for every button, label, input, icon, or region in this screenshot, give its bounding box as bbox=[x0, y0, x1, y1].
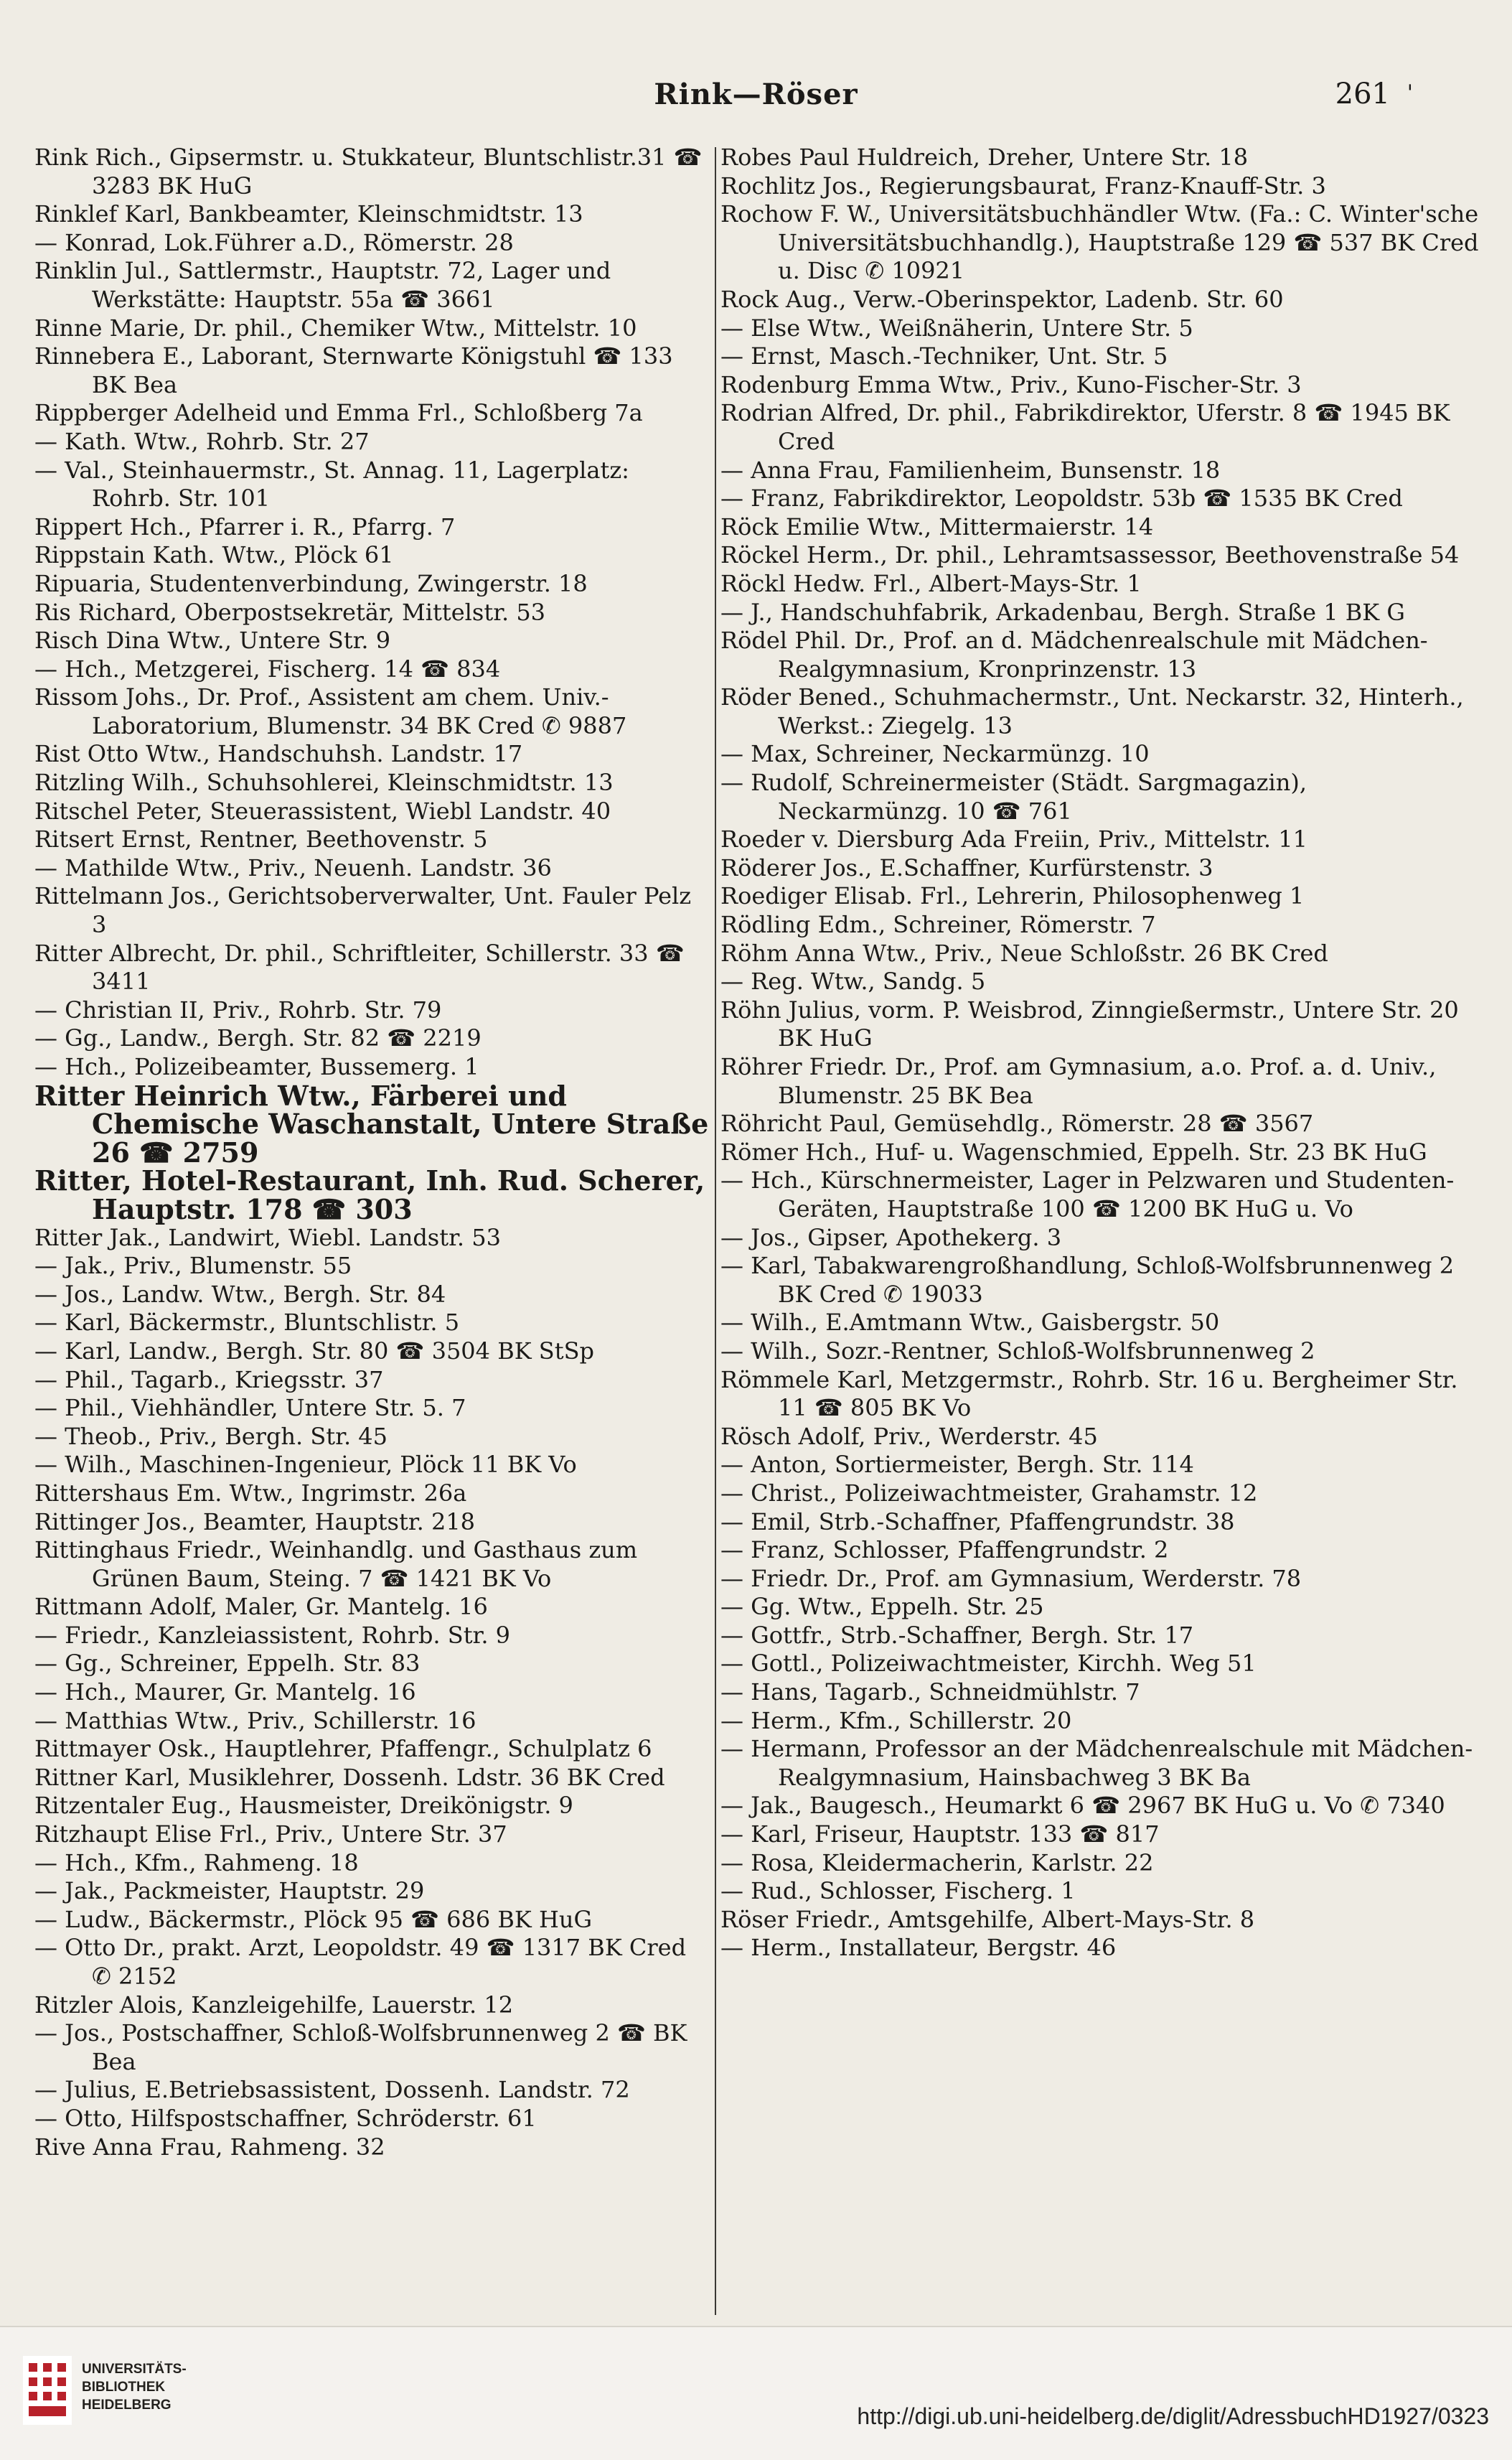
library-logo-icon bbox=[23, 2356, 72, 2425]
directory-entry: — Gg., Schreiner, Eppelh. Str. 83 bbox=[34, 1650, 421, 1678]
logo-line: BIBLIOTHEK bbox=[82, 2380, 166, 2395]
directory-entry: — Kath. Wtw., Rohrb. Str. 27 bbox=[34, 427, 370, 455]
directory-entry: Rippstain Kath. Wtw., Plöck 61 bbox=[34, 541, 394, 569]
directory-entry: — Jak., Priv., Blumenstr. 55 bbox=[34, 1252, 352, 1280]
directory-entry: — Hans, Tagarb., Schneidmühlstr. 7 bbox=[720, 1678, 1140, 1706]
directory-entry: — Hermann, Professor an der Mädchenrealschule mit Mädchen-Realgymnasium, Hainsbachweg 3 BK Ba bbox=[720, 1735, 1473, 1791]
library-logo-text bbox=[82, 2360, 187, 2414]
directory-entry: Ritzhaupt Elise Frl., Priv., Untere Str. 37 bbox=[34, 1820, 507, 1848]
directory-entry: — Reg. Wtw., Sandg. 5 bbox=[720, 968, 986, 996]
directory-entry: — Ernst, Masch.-Techniker, Unt. Str. 5 bbox=[720, 342, 1168, 370]
directory-entry: Ritschel Peter, Steuerassistent, Wiebl Landstr. 40 bbox=[34, 797, 611, 825]
right-column bbox=[720, 144, 1481, 1963]
directory-entry: Rittner Karl, Musiklehrer, Dossenh. Ldstr. 36 BK Cred bbox=[34, 1763, 665, 1791]
directory-entry: Rist Otto Wtw., Handschuhsh. Landstr. 17 bbox=[34, 740, 523, 768]
directory-entry: — Franz, Fabrikdirektor, Leopoldstr. 53b ☎ 1535 BK Cred bbox=[720, 485, 1403, 513]
directory-entry: Röderer Jos., E.Schaffner, Kurfürstenstr. 3 bbox=[720, 853, 1213, 881]
directory-entry: Röhn Julius, vorm. P. Weisbrod, Zinngießermstr., Untere Str. 20 BK HuG bbox=[720, 996, 1459, 1052]
directory-entry: — Hch., Kfm., Rahmeng. 18 bbox=[34, 1848, 359, 1876]
directory-entry: — Wilh., Sozr.-Rentner, Schloß-Wolfsbrunnenweg 2 bbox=[720, 1337, 1315, 1365]
directory-entry: — J., Handschuhfabrik, Arkadenbau, Bergh. Straße 1 BK G bbox=[720, 598, 1405, 626]
column-divider bbox=[715, 147, 716, 2315]
directory-entry: Röser Friedr., Amtsgehilfe, Albert-Mays-Str. 8 bbox=[720, 1905, 1255, 1933]
directory-entry: — Matthias Wtw., Priv., Schillerstr. 16 bbox=[34, 1706, 476, 1734]
directory-entry: Rittershaus Em. Wtw., Ingrimstr. 26a bbox=[34, 1479, 467, 1507]
directory-entry: — Herm., Kfm., Schillerstr. 20 bbox=[720, 1706, 1072, 1734]
directory-entry: Rinnebera E., Laborant, Sternwarte Königstuhl ☎ 133 BK Bea bbox=[34, 342, 673, 398]
directory-entry: — Friedr., Kanzleiassistent, Rohrb. Str. 9 bbox=[34, 1621, 511, 1649]
directory-entry: — Anna Frau, Familienheim, Bunsenstr. 18 bbox=[720, 456, 1221, 484]
directory-entry: — Max, Schreiner, Neckarmünzg. 10 bbox=[720, 740, 1150, 768]
directory-entry: — Wilh., E.Amtmann Wtw., Gaisbergstr. 50 bbox=[720, 1309, 1220, 1337]
directory-entry: Rinklef Karl, Bankbeamter, Kleinschmidtstr. 13 bbox=[34, 200, 583, 228]
directory-entry: Rock Aug., Verw.-Oberinspektor, Ladenb. Str. 60 bbox=[720, 285, 1284, 313]
directory-entry: — Christ., Polizeiwachtmeister, Grahamstr. 12 bbox=[720, 1479, 1258, 1507]
directory-entry: — Rudolf, Schreinermeister (Städt. Sargmagazin), Neckarmünzg. 10 ☎ 761 bbox=[720, 769, 1307, 825]
directory-entry: — Jos., Gipser, Apothekerg. 3 bbox=[720, 1223, 1062, 1251]
directory-entry: — Christian II, Priv., Rohrb. Str. 79 bbox=[34, 996, 442, 1024]
directory-entry: Röck Emilie Wtw., Mittermaierstr. 14 bbox=[720, 513, 1154, 541]
directory-entry: Römmele Karl, Metzgermstr., Rohrb. Str. 16 u. Bergheimer Str. 11 ☎ 805 BK Vo bbox=[720, 1365, 1458, 1422]
directory-entry: Röckl Hedw. Frl., Albert-Mays-Str. 1 bbox=[720, 569, 1142, 597]
directory-entry: Rodenburg Emma Wtw., Priv., Kuno-Fischer-Str. 3 bbox=[720, 370, 1302, 398]
directory-entry: Rittelmann Jos., Gerichtsoberverwalter, Unt. Fauler Pelz 3 bbox=[34, 882, 692, 939]
directory-entry: — Anton, Sortiermeister, Bergh. Str. 114 bbox=[720, 1451, 1194, 1479]
directory-entry: — Gottl., Polizeiwachtmeister, Kirchh. Weg 51 bbox=[720, 1650, 1257, 1678]
directory-entry: — Ludw., Bäckermstr., Plöck 95 ☎ 686 BK HuG bbox=[34, 1905, 593, 1933]
directory-entry: Rochlitz Jos., Regierungsbaurat, Franz-Knauff-Str. 3 bbox=[720, 172, 1326, 200]
directory-entry: — Otto Dr., prakt. Arzt, Leopoldstr. 49 ☎ 1317 BK Cred ✆ 2152 bbox=[34, 1934, 687, 1990]
directory-entry: Rittinghaus Friedr., Weinhandlg. und Gasthaus zum Grünen Baum, Steing. 7 ☎ 1421 BK Vo bbox=[34, 1536, 638, 1592]
directory-entry: — Karl, Landw., Bergh. Str. 80 ☎ 3504 BK StSp bbox=[34, 1337, 594, 1365]
directory-entry: — Karl, Bäckermstr., Bluntschlistr. 5 bbox=[34, 1309, 460, 1337]
directory-entry: Röckel Herm., Dr. phil., Lehramtsassessor, Beethovenstraße 54 bbox=[720, 541, 1460, 569]
directory-entry: Rinne Marie, Dr. phil., Chemiker Wtw., Mittelstr. 10 bbox=[34, 314, 637, 342]
header-mark: ' bbox=[1407, 80, 1413, 106]
page-number: 261 bbox=[1335, 78, 1390, 111]
directory-entry: Ritter Heinrich Wtw., Färberei und Chemische Waschanstalt, Untere Straße 26 ☎ 2759 bbox=[34, 1079, 709, 1169]
directory-entry: — Jak., Baugesch., Heumarkt 6 ☎ 2967 BK HuG u. Vo ✆ 7340 bbox=[720, 1792, 1445, 1820]
directory-entry: Risch Dina Wtw., Untere Str. 9 bbox=[34, 627, 391, 655]
directory-entry: — Karl, Friseur, Hauptstr. 133 ☎ 817 bbox=[720, 1820, 1160, 1848]
directory-entry: Ritzentaler Eug., Hausmeister, Dreikönigstr. 9 bbox=[34, 1792, 573, 1820]
directory-entry: — Konrad, Lok.Führer a.D., Römerstr. 28 bbox=[34, 228, 514, 256]
directory-entry: Röder Bened., Schuhmachermstr., Unt. Neckarstr. 32, Hinterh., Werkst.: Ziegelg. 13 bbox=[720, 683, 1464, 739]
directory-entry: Rippert Hch., Pfarrer i. R., Pfarrg. 7 bbox=[34, 513, 456, 541]
directory-entry: Rödling Edm., Schreiner, Römerstr. 7 bbox=[720, 911, 1156, 939]
library-logo[interactable] bbox=[23, 2356, 187, 2435]
directory-entry: — Hch., Metzgerei, Fischerg. 14 ☎ 834 bbox=[34, 655, 501, 683]
directory-entry: — Wilh., Maschinen-Ingenieur, Plöck 11 BK Vo bbox=[34, 1451, 577, 1479]
logo-line: UNIVERSITÄTS- bbox=[82, 2362, 187, 2377]
directory-entry: — Gg., Landw., Bergh. Str. 82 ☎ 2219 bbox=[34, 1024, 482, 1052]
directory-entry: Rochow F. W., Universitätsbuchhändler Wtw. (Fa.: C. Winter'sche Universitätsbuchhandlg.), Hauptstraße 129 ☎ 537 BK Cred u. Disc ✆ 10921 bbox=[720, 200, 1479, 285]
directory-entry: — Friedr. Dr., Prof. am Gymnasium, Werderstr. 78 bbox=[720, 1564, 1302, 1592]
directory-entry: — Emil, Strb.-Schaffner, Pfaffengrundstr. 38 bbox=[720, 1507, 1235, 1535]
directory-entry: Rittmayer Osk., Hauptlehrer, Pfaffengr., Schulplatz 6 bbox=[34, 1735, 652, 1763]
directory-entry: Rive Anna Frau, Rahmeng. 32 bbox=[34, 2133, 385, 2161]
directory-entry: — Rud., Schlosser, Fischerg. 1 bbox=[720, 1877, 1076, 1905]
directory-entry: — Mathilde Wtw., Priv., Neuenh. Landstr. 36 bbox=[34, 853, 552, 881]
directory-entry: — Otto, Hilfspostschaffner, Schröderstr. 61 bbox=[34, 2104, 537, 2132]
directory-entry: — Phil., Viehhändler, Untere Str. 5. 7 bbox=[34, 1394, 466, 1422]
directory-entry: — Val., Steinhauermstr., St. Annag. 11, Lagerplatz: Rohrb. Str. 101 bbox=[34, 456, 629, 513]
directory-entry: Röhricht Paul, Gemüsehdlg., Römerstr. 28 ☎ 3567 bbox=[720, 1110, 1314, 1138]
directory-entry: Rink Rich., Gipsermstr. u. Stukkateur, Bluntschlistr.31 ☎ 3283 BK HuG bbox=[34, 144, 703, 200]
directory-entry: — Jos., Postschaffner, Schloß-Wolfsbrunnenweg 2 ☎ BK Bea bbox=[34, 2019, 687, 2075]
directory-entry: — Hch., Polizeibeamter, Bussemerg. 1 bbox=[34, 1053, 479, 1080]
directory-entry: Rittmann Adolf, Maler, Gr. Mantelg. 16 bbox=[34, 1593, 488, 1621]
directory-entry: Ritzler Alois, Kanzleigehilfe, Lauerstr. 12 bbox=[34, 1991, 514, 2019]
directory-entry: Ris Richard, Oberpostsekretär, Mittelstr. 53 bbox=[34, 598, 546, 626]
directory-entry: — Jos., Landw. Wtw., Bergh. Str. 84 bbox=[34, 1280, 446, 1308]
directory-entry: Rösch Adolf, Priv., Werderstr. 45 bbox=[720, 1422, 1098, 1450]
directory-entry: Ritsert Ernst, Rentner, Beethovenstr. 5 bbox=[34, 826, 488, 853]
directory-entry: Roediger Elisab. Frl., Lehrerin, Philosophenweg 1 bbox=[720, 882, 1305, 910]
directory-entry: Roeder v. Diersburg Ada Freiin, Priv., Mittelstr. 11 bbox=[720, 826, 1307, 853]
directory-entry: — Hch., Maurer, Gr. Mantelg. 16 bbox=[34, 1678, 416, 1706]
directory-entry: — Theob., Priv., Bergh. Str. 45 bbox=[34, 1422, 388, 1450]
directory-entry: Rissom Johs., Dr. Prof., Assistent am chem. Univ.-Laboratorium, Blumenstr. 34 BK Cred ✆ 9887 bbox=[34, 683, 627, 739]
directory-entry: Römer Hch., Huf- u. Wagenschmied, Eppelh. Str. 23 BK HuG bbox=[720, 1138, 1427, 1166]
directory-entry: — Rosa, Kleidermacherin, Karlstr. 22 bbox=[720, 1848, 1154, 1876]
directory-entry: — Julius, E.Betriebsassistent, Dossenh. Landstr. 72 bbox=[34, 2076, 630, 2104]
directory-entry: Röhrer Friedr. Dr., Prof. am Gymnasium, a.o. Prof. a. d. Univ., Blumenstr. 25 BK Bea bbox=[720, 1053, 1437, 1109]
directory-entry: — Jak., Packmeister, Hauptstr. 29 bbox=[34, 1877, 425, 1905]
directory-entry: — Karl, Tabakwarengroßhandlung, Schloß-Wolfsbrunnenweg 2 BK Cred ✆ 19033 bbox=[720, 1252, 1455, 1308]
directory-entry: Ritter, Hotel-Restaurant, Inh. Rud. Scherer, Hauptstr. 178 ☎ 303 bbox=[34, 1164, 705, 1225]
directory-entry: Ritzling Wilh., Schuhsohlerei, Kleinschmidtstr. 13 bbox=[34, 769, 614, 797]
directory-entry: — Else Wtw., Weißnäherin, Untere Str. 5 bbox=[720, 314, 1193, 342]
directory-entry: Ritter Albrecht, Dr. phil., Schriftleiter, Schillerstr. 33 ☎ 3411 bbox=[34, 939, 685, 996]
directory-entry: Rodrian Alfred, Dr. phil., Fabrikdirektor, Uferstr. 8 ☎ 1945 BK Cred bbox=[720, 399, 1450, 455]
logo-line: HEIDELBERG bbox=[82, 2398, 172, 2413]
directory-entry: Rinklin Jul., Sattlermstr., Hauptstr. 72, Lager und Werkstätte: Hauptstr. 55a ☎ 3661 bbox=[34, 257, 611, 313]
directory-entry: — Herm., Installateur, Bergstr. 46 bbox=[720, 1934, 1117, 1962]
directory-entry: Rittinger Jos., Beamter, Hauptstr. 218 bbox=[34, 1507, 476, 1535]
directory-entry: Ritter Jak., Landwirt, Wiebl. Landstr. 53 bbox=[34, 1223, 501, 1251]
directory-entry: — Gg. Wtw., Eppelh. Str. 25 bbox=[720, 1593, 1044, 1621]
directory-entry: — Franz, Schlosser, Pfaffengrundstr. 2 bbox=[720, 1536, 1169, 1564]
page-title: Rink—Röser bbox=[654, 78, 858, 111]
left-column bbox=[34, 144, 709, 2161]
directory-entry: Ripuaria, Studentenverbindung, Zwingerstr. 18 bbox=[34, 569, 588, 597]
footer bbox=[0, 2326, 1512, 2460]
directory-entry: Rippberger Adelheid und Emma Frl., Schloßberg 7a bbox=[34, 399, 643, 427]
directory-entry: Röhm Anna Wtw., Priv., Neue Schloßstr. 26 BK Cred bbox=[720, 939, 1328, 967]
directory-entry: — Phil., Tagarb., Kriegsstr. 37 bbox=[34, 1365, 384, 1393]
source-url-link[interactable]: http://digi.ub.uni-heidelberg.de/diglit/AdressbuchHD1927/0323 bbox=[857, 2403, 1489, 2429]
page-header bbox=[0, 78, 1512, 121]
directory-entry: — Gottfr., Strb.-Schaffner, Bergh. Str. 17 bbox=[720, 1621, 1194, 1649]
directory-entry: Rödel Phil. Dr., Prof. an d. Mädchenrealschule mit Mädchen-Realgymnasium, Kronprinzenstr. 13 bbox=[720, 627, 1428, 683]
directory-entry: Robes Paul Huldreich, Dreher, Untere Str. 18 bbox=[720, 144, 1249, 171]
directory-entry: — Hch., Kürschnermeister, Lager in Pelzwaren und Studenten-Geräten, Hauptstraße 100 ☎ 1200 BK HuG u. Vo bbox=[720, 1166, 1455, 1222]
